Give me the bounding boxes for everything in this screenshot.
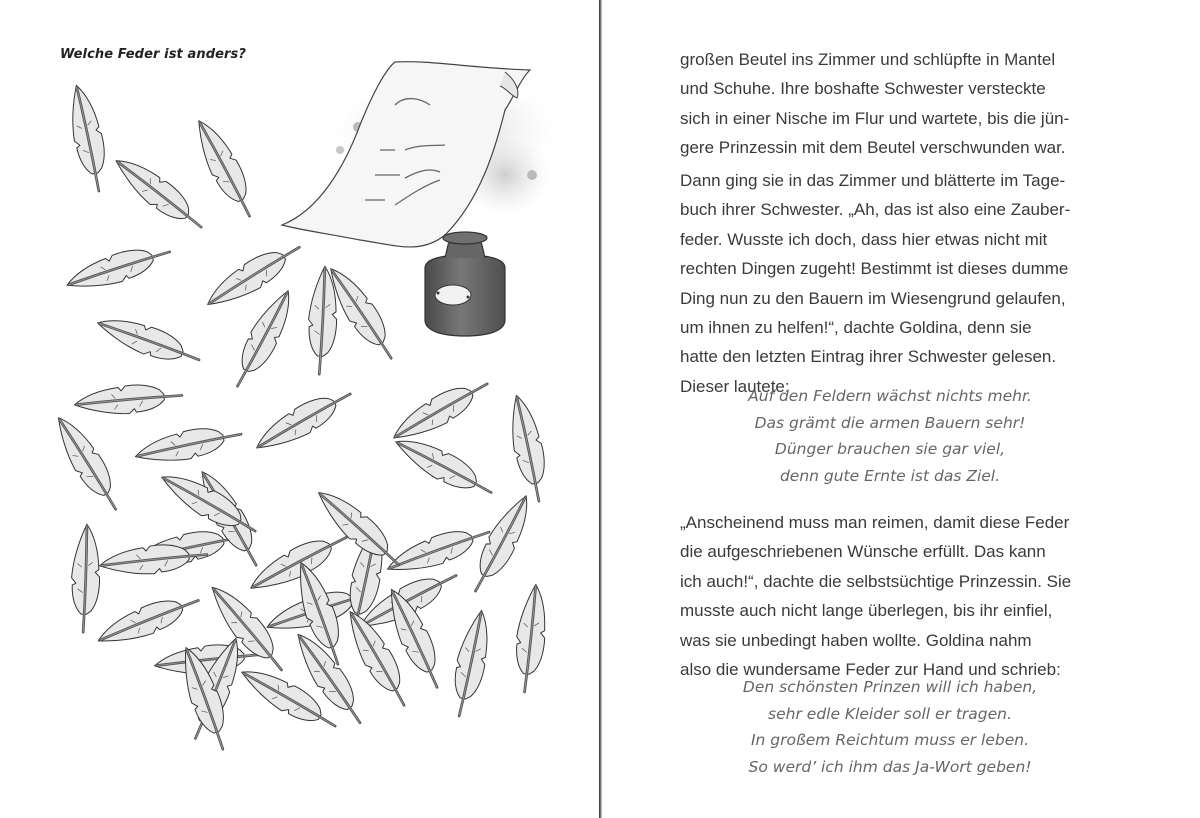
feather-icon <box>70 524 102 633</box>
text-line: hatte den letzten Eintrag ihrer Schwester gelesen. <box>680 347 1057 367</box>
text-line: Dann ging sie in das Zimmer und blätterte im Tage- <box>680 171 1066 190</box>
feather-icon <box>503 392 553 503</box>
feather-icon <box>389 429 498 504</box>
feather-icon <box>62 238 173 298</box>
verse-line: Auf den Feldern wächst nichts mehr. <box>748 387 1032 405</box>
feather-icon <box>464 489 539 598</box>
feather-icon <box>93 587 204 653</box>
verse-line: Das grämt die armen Bauern sehr! <box>754 413 1026 432</box>
verse-line: denn gute Ernte ist das Ziel. <box>779 466 1001 485</box>
text-line: Dieser lautete: <box>680 376 790 396</box>
verse-line: Den schönsten Prinzen will ich haben, <box>742 678 1038 696</box>
feather-icon <box>244 525 353 600</box>
text-line: sich in einer Nische im Flur und wartete, bis die jün- <box>680 108 1070 128</box>
text-line: also die wundersame Feder zur Hand und schrieb: <box>680 660 1061 680</box>
feather-icon <box>446 608 496 719</box>
text-line: feder. Wusste ich doch, dass hier etwas nicht mit <box>680 229 1048 249</box>
feather-icon <box>47 410 128 516</box>
text-line: die aufgeschriebenen Wünsche erfüllt. Das kann <box>680 542 1046 562</box>
text-line: ich auch!“, dachte die selbstsüchtige Prinzessin. Sie <box>680 571 1072 591</box>
text-line: was sie unbedingt haben wollte. Goldina nahm <box>680 630 1032 650</box>
feather-icon <box>93 309 204 372</box>
puzzle-title: Welche Feder ist anders? <box>60 47 247 62</box>
verse-1 <box>690 383 1090 489</box>
paragraph-2 <box>680 166 1150 401</box>
feather-icon <box>386 371 494 449</box>
text-line: und Schuhe. Ihre boshafte Schwester versteckte <box>680 79 1046 99</box>
text-line: großen Beutel ins Zimmer und schlüpfte in Mantel <box>680 50 1056 69</box>
text-line: musste auch nicht lange überlegen, bis ihr einfiel, <box>680 601 1053 621</box>
paragraph-3 <box>680 508 1150 684</box>
paragraph-1 <box>680 45 1150 163</box>
inkwell <box>425 232 505 336</box>
feather-icon <box>187 114 262 223</box>
text-line: buch ihrer Schwester. „Ah, das ist also eine Zauber- <box>680 200 1071 220</box>
text-line: um ihnen zu helfen!“, dachte Goldina, denn sie <box>680 318 1032 338</box>
verse-line: Dünger brauchen sie gar viel, <box>774 440 1006 458</box>
verse-line: In großem Reichtum muss er leben. <box>750 731 1030 749</box>
text-line: gere Prinzessin mit dem Beutel verschwunden war. <box>680 138 1066 158</box>
text-line: rechten Dingen zugeht! Bestimmt ist dieses dumme <box>680 259 1069 279</box>
feather-icon <box>73 381 183 418</box>
text-line: „Anscheinend muss man reimen, damit diese Feder <box>680 513 1070 532</box>
verse-line: sehr edle Kleider soll er tragen. <box>768 704 1012 723</box>
verse-line: So werd’ ich ihm das Ja-Wort geben! <box>748 757 1032 776</box>
feather-icon <box>383 518 494 581</box>
parchment-scroll <box>282 62 555 247</box>
feather-icon <box>249 381 357 459</box>
feather-icon <box>511 583 550 693</box>
feather-icon <box>108 149 210 238</box>
feather-icon <box>132 420 243 470</box>
feather-icon <box>63 82 113 193</box>
verse-2 <box>690 674 1090 780</box>
feather-icon <box>200 235 306 316</box>
feather-icon <box>226 284 301 393</box>
text-line: Ding nun zu den Bauern im Wiesengrund gelaufen, <box>680 288 1066 308</box>
